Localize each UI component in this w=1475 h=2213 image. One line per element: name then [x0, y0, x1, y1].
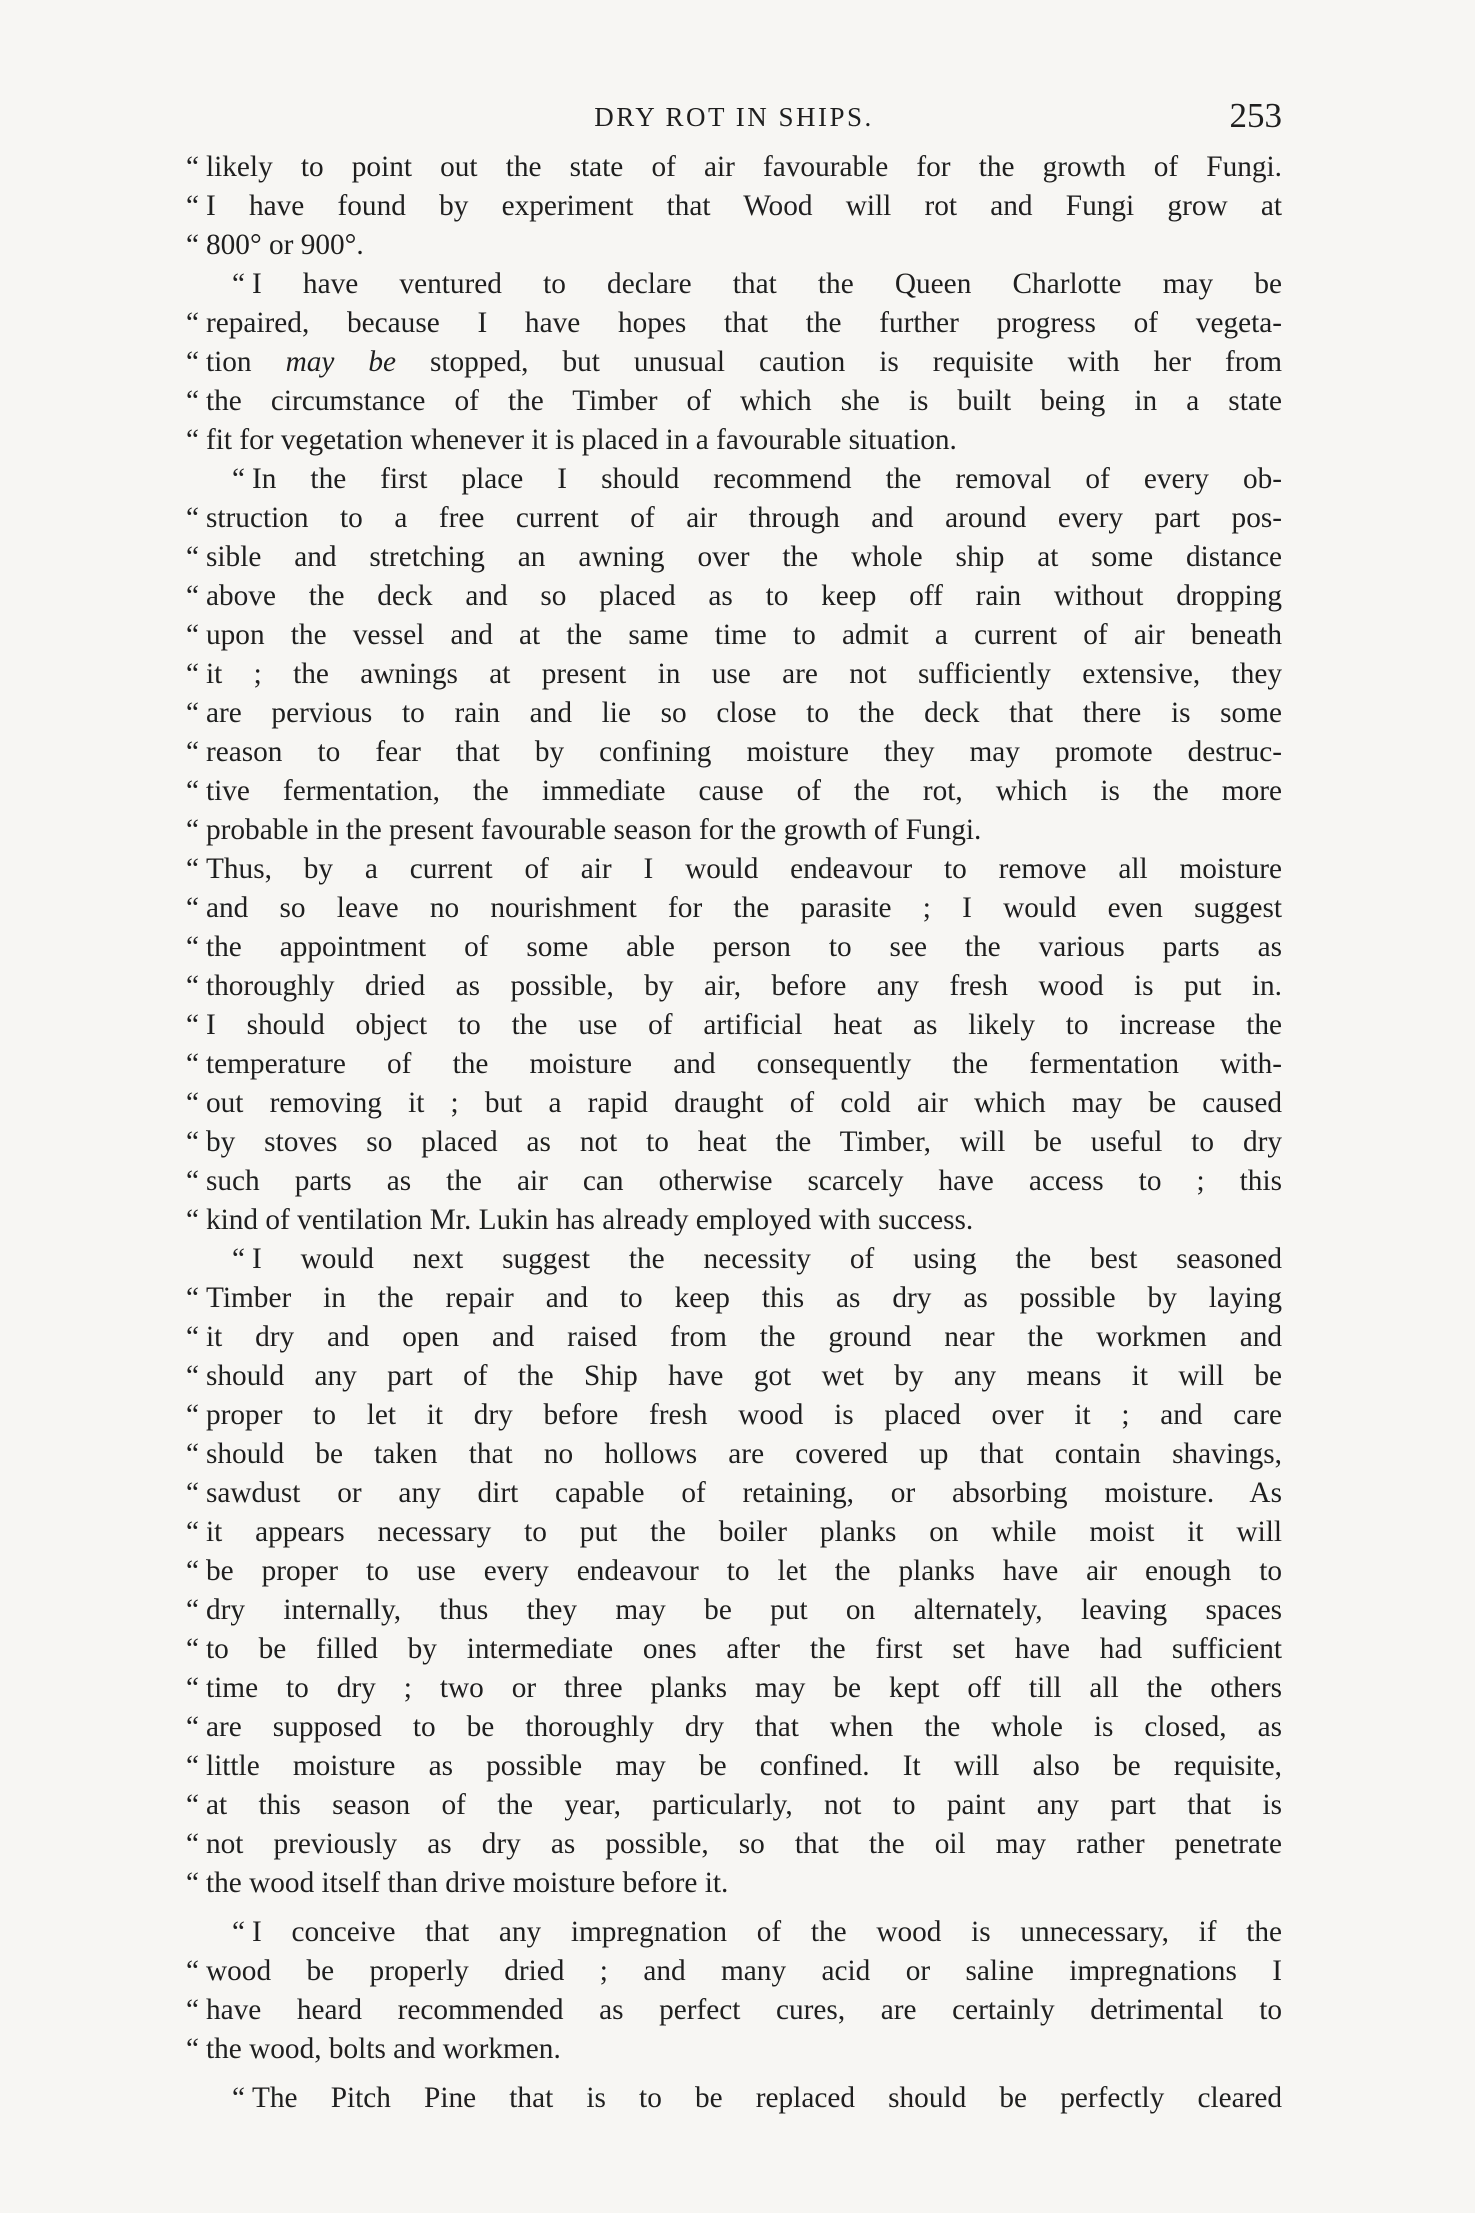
line-text: be proper to use every endeavour to let the planks have air enough to	[206, 1555, 1282, 1587]
line-text: I conceive that any impregnation of the wood is unnecessary, if the	[252, 1916, 1282, 1948]
quote-mark: “	[186, 1555, 200, 1587]
line-text: the wood itself than drive moisture before it.	[206, 1867, 729, 1899]
line-text: fit for vegetation whenever it is placed in a favourable situation.	[206, 424, 957, 456]
line-text: to be filled by intermediate ones after the first set have had sufficient	[206, 1633, 1282, 1665]
line-text: and so leave no nourishment for the parasite ; I would even suggest	[206, 892, 1282, 924]
line-text: are supposed to be thoroughly dry that when the whole is closed, as	[206, 1711, 1282, 1743]
text-line	[186, 1123, 1282, 1162]
quote-mark: “	[186, 1516, 200, 1548]
quote-mark: “	[186, 1087, 200, 1119]
line-text: out removing it ; but a rapid draught of cold air which may be caused	[206, 1087, 1282, 1119]
quote-mark: “	[186, 1477, 200, 1509]
text-line	[186, 1201, 1282, 1240]
text-line	[186, 343, 1282, 382]
text-line	[186, 577, 1282, 616]
quote-mark: “	[186, 697, 200, 729]
text-line	[186, 1991, 1282, 2030]
quote-mark: “	[186, 775, 200, 807]
text-line	[186, 850, 1282, 889]
text-line	[186, 1318, 1282, 1357]
quote-mark: “	[186, 307, 200, 339]
quote-mark: “	[186, 1399, 200, 1431]
text-line	[186, 304, 1282, 343]
quote-mark: “	[186, 1711, 200, 1743]
text-line	[186, 265, 1282, 304]
line-text: have heard recommended as perfect cures, are certainly detrimental to	[206, 1994, 1282, 2026]
text-line	[186, 1435, 1282, 1474]
line-text: struction to a free current of air through and around every part pos-	[206, 502, 1282, 534]
text-line	[186, 733, 1282, 772]
quote-mark: “	[186, 151, 200, 183]
quote-mark: “	[186, 1360, 200, 1392]
quote-mark: “	[186, 1633, 200, 1665]
line-text: at this season of the year, particularly, not to paint any part that is	[206, 1789, 1282, 1821]
line-text: I would next suggest the necessity of using the best seasoned	[252, 1243, 1282, 1275]
text-line	[186, 1279, 1282, 1318]
text-line	[186, 1864, 1282, 1903]
line-text: time to dry ; two or three planks may be kept off till all the others	[206, 1672, 1282, 1704]
line-text: it dry and open and raised from the ground near the workmen and	[206, 1321, 1282, 1353]
text-line	[186, 1708, 1282, 1747]
text-line	[186, 421, 1282, 460]
text-line	[186, 967, 1282, 1006]
text-line	[186, 1162, 1282, 1201]
text-line	[186, 694, 1282, 733]
text-line	[186, 1630, 1282, 1669]
line-text: such parts as the air can otherwise scarcely have access to ; this	[206, 1165, 1282, 1197]
quote-mark: “	[186, 1789, 200, 1821]
line-text: temperature of the moisture and consequently the fermentation with-	[206, 1048, 1282, 1080]
quote-mark: “	[186, 229, 200, 261]
quote-mark: “	[186, 1321, 200, 1353]
running-title: DRY ROT IN SHIPS.	[594, 102, 874, 132]
line-text: In the first place I should recommend the removal of every ob-	[252, 463, 1282, 495]
text-line	[186, 2079, 1282, 2118]
quote-mark: “	[186, 931, 200, 963]
text-line	[186, 1357, 1282, 1396]
line-text: by stoves so placed as not to heat the Timber, will be useful to dry	[206, 1126, 1282, 1158]
page-number: 253	[1229, 96, 1282, 135]
line-text: Timber in the repair and to keep this as dry as possible by laying	[206, 1282, 1282, 1314]
text-line	[186, 928, 1282, 967]
quote-mark: “	[186, 814, 200, 846]
line-text: proper to let it dry before fresh wood is placed over it ; and care	[206, 1399, 1282, 1431]
quote-mark: “	[186, 1828, 200, 1860]
line-text: wood be properly dried ; and many acid or saline impregnations I	[206, 1955, 1282, 1987]
quote-mark: “	[186, 1750, 200, 1782]
line-text: it ; the awnings at present in use are not sufficiently extensive, they	[206, 658, 1282, 690]
text-line	[186, 1747, 1282, 1786]
line-text: upon the vessel and at the same time to admit a current of air beneath	[206, 619, 1282, 651]
line-text: above the deck and so placed as to keep off rain without dropping	[206, 580, 1282, 612]
quote-mark: “	[232, 2082, 246, 2114]
quote-mark: “	[186, 2033, 200, 2065]
text-line	[186, 148, 1282, 187]
text-line	[186, 382, 1282, 421]
text-line	[186, 1591, 1282, 1630]
line-text: the appointment of some able person to see the various parts as	[206, 931, 1282, 963]
quote-mark: “	[186, 1438, 200, 1470]
quote-mark: “	[186, 1594, 200, 1626]
quote-mark: “	[186, 1955, 200, 1987]
quote-mark: “	[186, 502, 200, 534]
quote-mark: “	[186, 658, 200, 690]
quote-mark: “	[232, 268, 246, 300]
line-text: not previously as dry as possible, so that the oil may rather penetrate	[206, 1828, 1282, 1860]
quote-mark: “	[186, 619, 200, 651]
text-line	[186, 1240, 1282, 1279]
text-line	[186, 1913, 1282, 1952]
quote-mark: “	[186, 1126, 200, 1158]
line-text: The Pitch Pine that is to be replaced should be perfectly cleared	[252, 2082, 1282, 2114]
quote-mark: “	[186, 1672, 200, 1704]
text-line	[186, 1669, 1282, 1708]
text-line	[186, 499, 1282, 538]
line-text: probable in the present favourable season for the growth of Fungi.	[206, 814, 982, 846]
line-text: reason to fear that by confining moisture they may promote destruc-	[206, 736, 1282, 768]
line-text: dry internally, thus they may be put on alternately, leaving spaces	[206, 1594, 1282, 1626]
line-text: I have ventured to declare that the Queen Charlotte may be	[252, 268, 1282, 300]
text-line	[186, 889, 1282, 928]
line-text: stopped, but unusual caution is requisite with her from	[396, 346, 1282, 378]
text-line	[186, 1045, 1282, 1084]
quote-mark: “	[186, 190, 200, 222]
line-text: I have found by experiment that Wood will rot and Fungi grow at	[206, 190, 1282, 222]
text-line	[186, 460, 1282, 499]
text-line	[186, 2030, 1282, 2069]
body-text	[186, 148, 1282, 2118]
quote-mark: “	[186, 1204, 200, 1236]
line-text: I should object to the use of artificial heat as likely to increase the	[206, 1009, 1282, 1041]
quote-mark: “	[186, 1048, 200, 1080]
page-header	[186, 96, 1282, 140]
quote-mark: “	[232, 463, 246, 495]
text-line	[186, 226, 1282, 265]
line-text: the wood, bolts and workmen.	[206, 2033, 561, 2065]
line-text: kind of ventilation Mr. Lukin has already employed with success.	[206, 1204, 974, 1236]
text-line	[186, 655, 1282, 694]
line-text: little moisture as possible may be confined. It will also be requisite,	[206, 1750, 1282, 1782]
text-line	[186, 772, 1282, 811]
quote-mark: “	[186, 892, 200, 924]
line-text: 800° or 900°.	[206, 229, 364, 261]
text-line	[186, 1825, 1282, 1864]
text-line	[186, 616, 1282, 655]
quote-mark: “	[186, 736, 200, 768]
quote-mark: “	[186, 385, 200, 417]
line-text: Thus, by a current of air I would endeavour to remove all moisture	[206, 853, 1282, 885]
line-text: thoroughly dried as possible, by air, before any fresh wood is put in.	[206, 970, 1282, 1002]
text-line	[186, 538, 1282, 577]
line-text: are pervious to rain and lie so close to the deck that there is some	[206, 697, 1282, 729]
text-line	[186, 1786, 1282, 1825]
quote-mark: “	[186, 346, 200, 378]
line-text: the circumstance of the Timber of which she is built being in a state	[206, 385, 1282, 417]
line-text: should any part of the Ship have got wet by any means it will be	[206, 1360, 1282, 1392]
line-text: it appears necessary to put the boiler planks on while moist it will	[206, 1516, 1282, 1548]
text-line	[186, 1552, 1282, 1591]
line-text: likely to point out the state of air favourable for the growth of Fungi.	[206, 151, 1282, 183]
quote-mark: “	[186, 1165, 200, 1197]
quote-mark: “	[186, 853, 200, 885]
quote-mark: “	[186, 970, 200, 1002]
quote-mark: “	[186, 424, 200, 456]
quote-mark: “	[232, 1916, 246, 1948]
emphasis-text: may be	[285, 346, 397, 378]
text-line	[186, 1006, 1282, 1045]
quote-mark: “	[186, 580, 200, 612]
quote-mark: “	[186, 1009, 200, 1041]
text-line	[186, 1396, 1282, 1435]
line-text: sible and stretching an awning over the whole ship at some distance	[206, 541, 1282, 573]
text-line	[186, 187, 1282, 226]
line-text: sawdust or any dirt capable of retaining, or absorbing moisture. As	[206, 1477, 1282, 1509]
quote-mark: “	[186, 1867, 200, 1899]
text-line	[186, 811, 1282, 850]
quote-mark: “	[186, 1282, 200, 1314]
line-text: should be taken that no hollows are covered up that contain shavings,	[206, 1438, 1282, 1470]
quote-mark: “	[232, 1243, 246, 1275]
text-line	[186, 1084, 1282, 1123]
quote-mark: “	[186, 541, 200, 573]
text-line	[186, 1952, 1282, 1991]
line-text: repaired, because I have hopes that the further progress of vegeta-	[206, 307, 1282, 339]
line-text: tive fermentation, the immediate cause of the rot, which is the more	[206, 775, 1282, 807]
line-text: tion	[206, 346, 286, 378]
quote-mark: “	[186, 1994, 200, 2026]
text-line	[186, 1474, 1282, 1513]
text-line	[186, 1513, 1282, 1552]
